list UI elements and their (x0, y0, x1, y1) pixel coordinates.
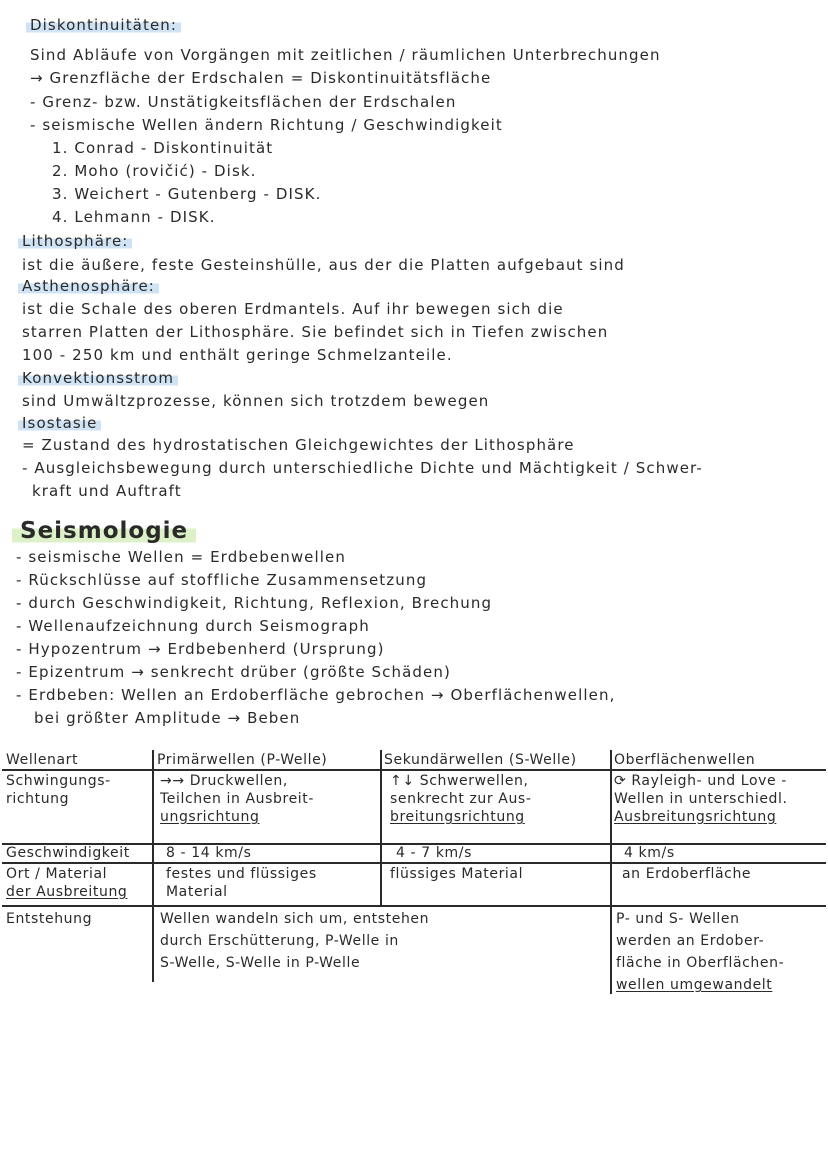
list-item: - seismische Wellen = Erdbebenwellen (16, 548, 346, 566)
table-cell: Ausbreitungsrichtung (614, 809, 777, 825)
list-item: 4. Lehmann - DISK. (52, 208, 216, 226)
text-line: - Ausgleichsbewegung durch unterschiedliche Dichte und Mächtigkeit / Schwer- (22, 459, 703, 477)
text-line: ist die Schale des oberen Erdmantels. Auf ihr bewegen sich die (22, 300, 564, 318)
table-cell: ↑↓ Schwerwellen, (390, 773, 529, 789)
text-line: ist die äußere, feste Gesteinshülle, aus der die Platten aufgebaut sind (22, 256, 625, 274)
table-cell: werden an Erdober- (616, 933, 765, 949)
table-rule (2, 862, 826, 864)
table-row-label: richtung (6, 791, 70, 807)
list-item: - Hypozentrum → Erdbebenherd (Ursprung) (16, 640, 385, 658)
table-cell: P- und S- Wellen (616, 911, 740, 927)
table-column-rule (610, 750, 612, 994)
list-item: - Wellenaufzeichnung durch Seismograph (16, 617, 370, 635)
table-cell: an Erdoberfläche (622, 866, 752, 882)
table-rule (2, 769, 826, 771)
table-cell: 8 - 14 km/s (166, 845, 252, 861)
text-line: → Grenzfläche der Erdschalen = Diskontinuitätsfläche (30, 69, 492, 87)
heading-asthenosphaere: Asthenosphäre: (18, 277, 159, 295)
table-cell: senkrecht zur Aus- (390, 791, 532, 807)
table-cell: festes und flüssiges (166, 866, 317, 882)
list-item: - Epizentrum → senkrecht drüber (größte Schäden) (16, 663, 451, 681)
list-item: - Erdbeben: Wellen an Erdoberfläche gebrochen → Oberflächenwellen, (16, 686, 616, 704)
table-column-rule (380, 750, 382, 906)
text-line: starren Platten der Lithosphäre. Sie befindet sich in Tiefen zwischen (22, 323, 609, 341)
table-cell: ungsrichtung (160, 809, 260, 825)
heading-lithosphaere: Lithosphäre: (18, 232, 132, 250)
text-line: Sind Abläufe von Vorgängen mit zeitlichen / räumlichen Unterbrechungen (30, 46, 661, 64)
list-item: 2. Moho (rovičić) - Disk. (52, 162, 257, 180)
table-header: Oberflächenwellen (614, 752, 756, 768)
table-cell: 4 km/s (624, 845, 675, 861)
table-cell: breitungsrichtung (390, 809, 525, 825)
text-line: - seismische Wellen ändern Richtung / Geschwindigkeit (30, 116, 503, 134)
list-item: bei größter Amplitude → Beben (34, 709, 301, 727)
list-item: - Rückschlüsse auf stoffliche Zusammensetzung (16, 571, 428, 589)
table-cell: flüssiges Material (390, 866, 524, 882)
heading-isostasie: Isostasie (18, 414, 101, 432)
text-line: sind Umwältzprozesse, können sich trotzdem bewegen (22, 392, 490, 410)
text-line: = Zustand des hydrostatischen Gleichgewichtes der Lithosphäre (22, 436, 575, 454)
table-row-label: Ort / Material (6, 866, 108, 882)
section-title-seismologie: Seismologie (12, 518, 196, 544)
table-header: Primärwellen (P-Welle) (157, 752, 328, 768)
table-cell: Wellen in unterschiedl. (614, 791, 788, 807)
table-header: Wellenart (6, 752, 79, 768)
table-cell: S-Welle, S-Welle in P-Welle (160, 955, 361, 971)
text-line: kraft und Auftraft (32, 482, 182, 500)
table-row-label: Schwingungs- (6, 773, 111, 789)
table-row-label: Entstehung (6, 911, 93, 927)
table-cell: durch Erschütterung, P-Welle in (160, 933, 399, 949)
table-rule (2, 905, 826, 907)
table-cell: Material (166, 884, 228, 900)
text-line: - Grenz- bzw. Unstätigkeitsflächen der Erdschalen (30, 93, 457, 111)
table-cell: 4 - 7 km/s (396, 845, 472, 861)
list-item: 1. Conrad - Diskontinuität (52, 139, 274, 157)
table-row-label: Geschwindigkeit (6, 845, 130, 861)
table-cell: Wellen wandeln sich um, entstehen (160, 911, 430, 927)
list-item: - durch Geschwindigkeit, Richtung, Reflexion, Brechung (16, 594, 493, 612)
heading-konvektionsstrom: Konvektionsstrom (18, 369, 178, 387)
text-line: 100 - 250 km und enthält geringe Schmelzanteile. (22, 346, 453, 364)
table-cell: →→ Druckwellen, (160, 773, 288, 789)
table-cell: ⟳ Rayleigh- und Love - (614, 773, 787, 789)
table-cell: wellen umgewandelt (616, 977, 773, 993)
table-row-label: der Ausbreitung (6, 884, 128, 900)
table-header: Sekundärwellen (S-Welle) (384, 752, 577, 768)
table-cell: Teilchen in Ausbreit- (160, 791, 315, 807)
heading-diskontinuitaeten: Diskontinuitäten: (26, 16, 181, 34)
table-cell: fläche in Oberflächen- (616, 955, 785, 971)
list-item: 3. Weichert - Gutenberg - DISK. (52, 185, 322, 203)
table-column-rule (152, 750, 154, 982)
